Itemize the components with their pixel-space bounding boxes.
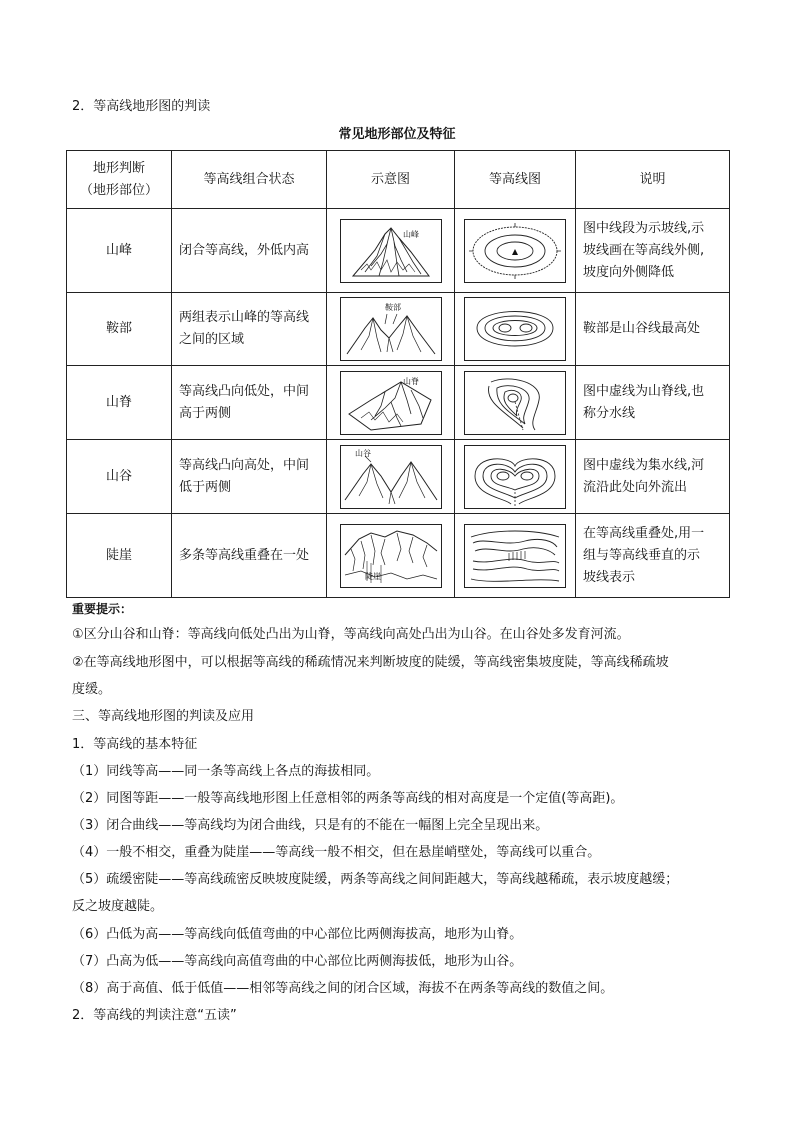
table-row	[67, 293, 730, 366]
table-row	[67, 440, 730, 514]
landform-name: 山谷	[67, 440, 172, 514]
note: 在等高线重叠处,用一 组与等高线垂直的示 坡线表示	[576, 514, 730, 598]
list-item: （3）闭合曲线——等高线均为闭合曲线，只是有的不能在一幅图上完全呈现出来。	[72, 818, 549, 833]
list-item: （8）高于高值、低于低值——相邻等高线之间的闭合区域，海拔不在两条等高线的数值之间。	[72, 981, 614, 996]
landform-table	[66, 150, 730, 598]
table-header-row	[67, 151, 730, 209]
svg-text:山峰: 山峰	[402, 229, 419, 239]
cliff-contour-image	[464, 524, 566, 588]
contour-state: 两组表示山峰的等高线 之间的区域	[172, 293, 327, 366]
sketch-cell	[327, 366, 455, 440]
header-note: 说明	[576, 151, 730, 209]
ridge-sketch-image	[340, 371, 442, 435]
header-contour-map: 等高线图	[455, 151, 576, 209]
subsection-heading-1: 1．等高线的基本特征	[72, 737, 198, 752]
subsection-heading-2: 2．等高线的判读注意“五读”	[72, 1008, 237, 1023]
list-item-continuation: 反之坡度越陡。	[72, 899, 164, 914]
contour-map-cell	[455, 293, 576, 366]
tip-1: ①区分山谷和山脊：等高线向低处凸出为山脊，等高线向高处凸出为山谷。在山谷处多发育河流。	[72, 627, 630, 642]
sketch-cell	[327, 514, 455, 598]
svg-text:山脊: 山脊	[402, 376, 419, 386]
list-item: （7）凸高为低——等高线向高值弯曲的中心部位比两侧海拔低，地形为山谷。	[72, 954, 523, 969]
valley-sketch-image	[340, 445, 442, 509]
landform-name: 山峰	[67, 209, 172, 293]
header-contour-state: 等高线组合状态	[172, 151, 327, 209]
tip-2-line-2: 度缓。	[72, 682, 112, 697]
contour-state: 闭合等高线，外低内高	[172, 209, 327, 293]
contour-map-cell	[455, 440, 576, 514]
tips-heading: 重要提示：	[72, 602, 133, 616]
peak-sketch-image	[340, 219, 442, 283]
list-item: （5）疏缓密陡——等高线疏密反映坡度陡缓，两条等高线之间间距越大，等高线越稀疏，表示坡度越缓；	[72, 872, 679, 887]
contour-map-cell	[455, 514, 576, 598]
contour-state: 等高线凸向高处，中间 低于两侧	[172, 440, 327, 514]
list-item: （4）一般不相交，重叠为陡崖——等高线一般不相交，但在悬崖峭壁处，等高线可以重合。	[72, 845, 601, 860]
svg-text:陡崖: 陡崖	[364, 571, 381, 581]
landform-name: 鞍部	[67, 293, 172, 366]
sketch-cell	[327, 293, 455, 366]
svg-text:鞍部: 鞍部	[384, 303, 401, 312]
list-item: （1）同线等高——同一条等高线上各点的海拔相同。	[72, 764, 380, 779]
note: 图中虚线为山脊线,也 称分水线	[576, 366, 730, 440]
section-heading-2: 2．等高线地形图的判读	[72, 99, 211, 114]
table-title: 常见地形部位及特征	[338, 127, 456, 142]
note: 图中线段为示坡线,示 坡线画在等高线外侧, 坡度向外侧降低	[576, 209, 730, 293]
header-landform: 地形判断 （地形部位）	[67, 151, 172, 209]
tip-2-line-1: ②在等高线地形图中，可以根据等高线的稀疏情况来判断坡度的陡缓，等高线密集坡度陡，等高线稀疏坡	[72, 655, 669, 670]
cliff-sketch-image	[340, 524, 442, 588]
note: 鞍部是山谷线最高处	[576, 293, 730, 366]
saddle-sketch-image	[340, 297, 442, 361]
list-item: （6）凸低为高——等高线向低值弯曲的中心部位比两侧海拔高，地形为山脊。	[72, 927, 523, 942]
svg-text:山谷: 山谷	[354, 448, 371, 458]
sketch-cell	[327, 440, 455, 514]
valley-contour-image	[464, 445, 566, 509]
contour-map-cell	[455, 209, 576, 293]
landform-name: 陡崖	[67, 514, 172, 598]
section-heading-3: 三、等高线地形图的判读及应用	[72, 709, 255, 724]
contour-state: 等高线凸向低处，中间 高于两侧	[172, 366, 327, 440]
landform-name: 山脊	[67, 366, 172, 440]
note: 图中虚线为集水线,河 流沿此处向外流出	[576, 440, 730, 514]
table-row	[67, 366, 730, 440]
sketch-cell	[327, 209, 455, 293]
header-sketch: 示意图	[327, 151, 455, 209]
table-row	[67, 514, 730, 598]
saddle-contour-image	[464, 297, 566, 361]
ridge-contour-image	[464, 371, 566, 435]
peak-contour-image	[464, 219, 566, 283]
contour-state: 多条等高线重叠在一处	[172, 514, 327, 598]
contour-map-cell	[455, 366, 576, 440]
list-item: （2）同图等距——一般等高线地形图上任意相邻的两条等高线的相对高度是一个定值(等高距)。	[72, 791, 624, 806]
table-row	[67, 209, 730, 293]
